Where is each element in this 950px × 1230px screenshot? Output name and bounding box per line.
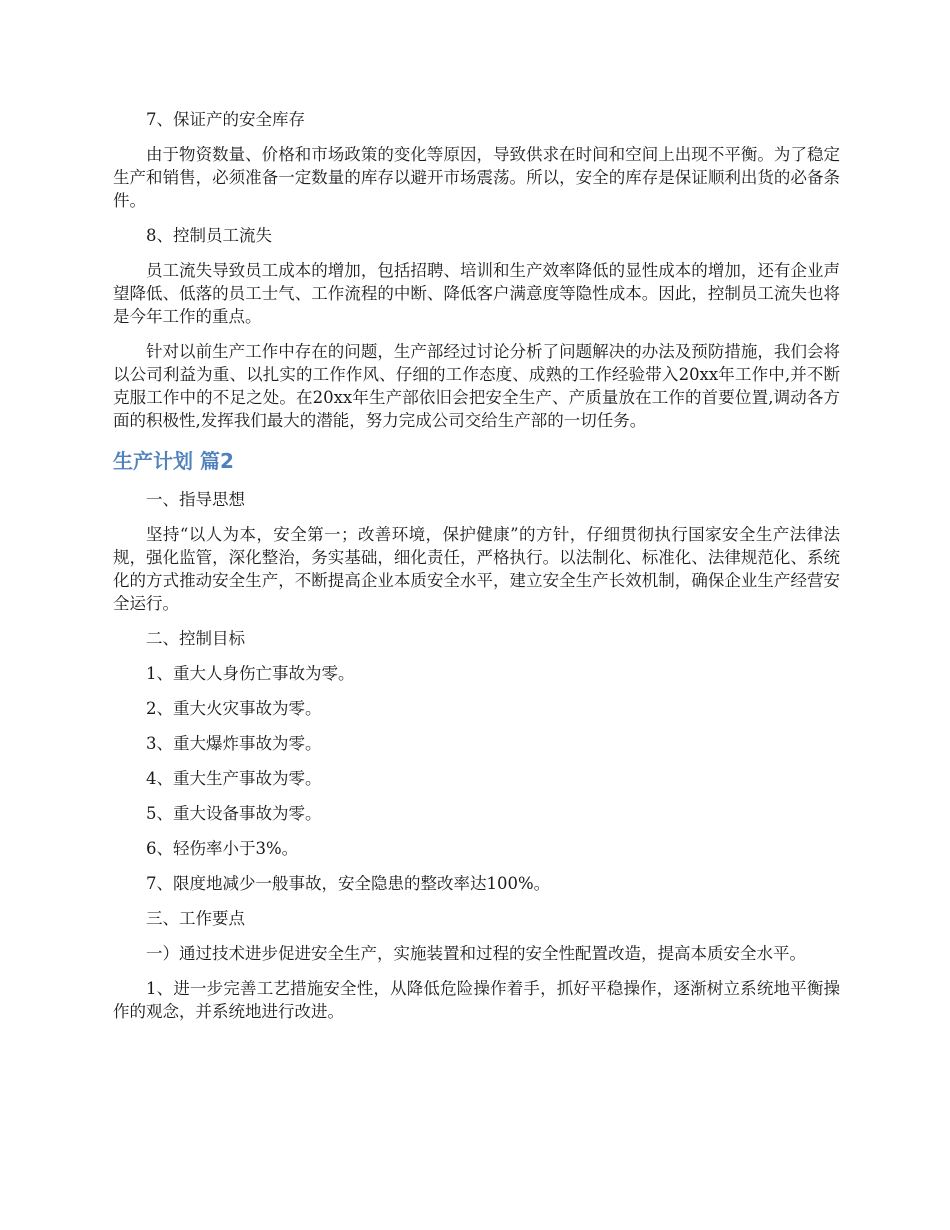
list-item: 7、限度地减少一般事故，安全隐患的整改率达100%。 (146, 874, 551, 893)
list-item: 5、重大设备事故为零。 (146, 804, 322, 823)
list-item: 2、重大火灾事故为零。 (146, 699, 322, 718)
paragraph-summary: 针对以前生产工作中存在的问题，生产部经过讨论分析了问题解决的办法及预防措施，我们会将以公司利益为重、以扎实的工作作风、仔细的工作态度、成熟的工作经验带入20xx年工作中,并不断克服工作中的不足之处。在20xx年生产部依旧会把安全生产、产质量放在工作的首要位置,调动各方面的积极性,发挥我们最大的潜能，努力完成公司交给生产部的一切任务。 (113, 342, 840, 430)
list-item: 1、重大人身伤亡事故为零。 (146, 664, 355, 683)
paragraph-staff-turnover: 员工流失导致员工成本的增加，包括招聘、培训和生产效率降低的显性成本的增加，还有企业声望降低、低落的员工士气、工作流程的中断、降低客户满意度等隐性成本。因此，控制员工流失也将是今年工作的重点。 (113, 261, 840, 326)
paragraph-work-points-title: 三、工作要点 (146, 909, 245, 928)
paragraph-heading-staff-turnover: 8、控制员工流失 (146, 226, 272, 245)
paragraph-tech-progress: 一）通过技术进步促进安全生产，实施装置和过程的安全性配置改造，提高本质安全水平。 (146, 944, 806, 963)
section-heading: 生产计划 篇2 (113, 449, 234, 473)
document-page (113, 108, 840, 1035)
paragraph-control-goals-title: 二、控制目标 (146, 629, 245, 648)
paragraph-guiding-idea-title: 一、指导思想 (146, 490, 245, 509)
list-item: 3、重大爆炸事故为零。 (146, 734, 322, 753)
paragraph-safety-stock: 由于物资数量、价格和市场政策的变化等原因，导致供求在时间和空间上出现不平衡。为了稳定生产和销售，必须准备一定数量的库存以避开市场震荡。所以，安全的库存是保证顺利出货的必备条件。 (113, 145, 840, 210)
paragraph-guiding-idea: 坚持“以人为本，安全第一；改善环境，保护健康”的方针，仔细贯彻执行国家安全生产法律法规，强化监管，深化整治，务实基础，细化责任，严格执行。以法制化、标准化、法律规范化、系统化的方式推动安全生产，不断提高企业本质安全水平，建立安全生产长效机制，确保企业生产经营安全运行。 (113, 525, 840, 613)
paragraph-heading-safety-stock: 7、保证产的安全库存 (146, 110, 305, 129)
paragraph-process-safety: 1、进一步完善工艺措施安全性，从降低危险操作着手，抓好平稳操作，逐渐树立系统地平衡操作的观念，并系统地进行改进。 (113, 979, 840, 1021)
list-item: 4、重大生产事故为零。 (146, 769, 322, 788)
list-item: 6、轻伤率小于3%。 (146, 839, 299, 858)
